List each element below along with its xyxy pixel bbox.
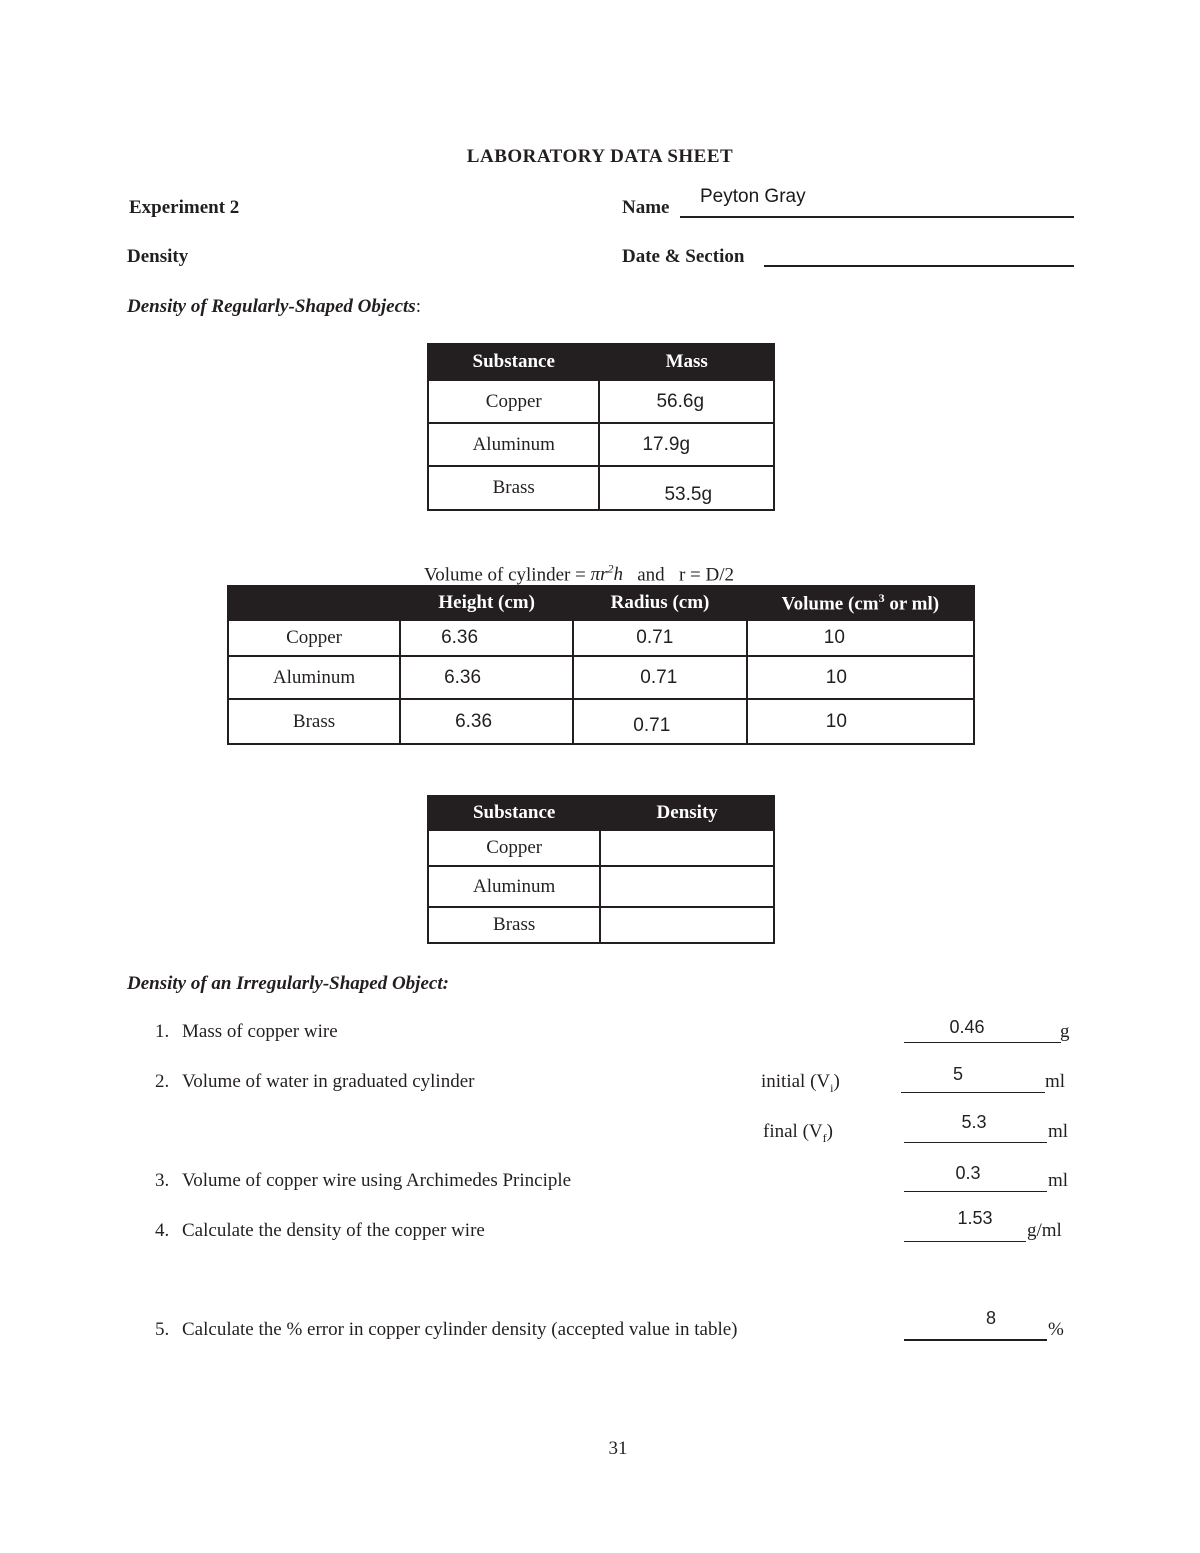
unit-label: g/ml <box>1027 1220 1062 1241</box>
answer-value[interactable]: 0.46 <box>949 1017 985 1037</box>
substance-cell: Copper <box>428 830 600 866</box>
date-section-underline <box>764 265 1074 267</box>
question-number: 1. <box>155 1021 170 1042</box>
substance-cell: Brass <box>428 907 600 943</box>
answer-line <box>904 1241 1026 1242</box>
substance-cell: Aluminum <box>228 656 400 699</box>
mass-cell[interactable]: 56.6g <box>599 380 774 423</box>
table-row <box>428 866 774 907</box>
answer-value[interactable]: 5.3 <box>961 1112 987 1132</box>
height-cell[interactable]: 6.36 <box>400 656 573 699</box>
date-section-label: Date & Section <box>622 246 745 267</box>
mass-cell[interactable]: 53.5g <box>599 466 774 510</box>
table-row <box>428 423 774 466</box>
answer-value[interactable]: 0.3 <box>955 1163 981 1183</box>
density-cell[interactable] <box>600 866 774 907</box>
unit-label: g <box>1060 1021 1070 1042</box>
substance-cell: Copper <box>228 620 400 656</box>
unit-label: ml <box>1045 1071 1066 1092</box>
question-text: Mass of copper wire <box>182 1021 338 1042</box>
volume-cell[interactable]: 10 <box>747 656 974 699</box>
volume-table-header-radius: Radius (cm) <box>573 586 746 620</box>
density-table-header-density: Density <box>600 796 774 830</box>
mass-table-header-mass: Mass <box>599 344 774 380</box>
answer-value[interactable]: 5 <box>952 1064 963 1084</box>
unit-label: ml <box>1048 1170 1069 1191</box>
name-underline <box>680 216 1074 218</box>
substance-cell: Brass <box>428 466 599 510</box>
question-number: 2. <box>155 1071 170 1092</box>
question-text: Volume of water in graduated cylinder <box>182 1071 475 1092</box>
question-number: 4. <box>155 1220 170 1241</box>
density-table <box>427 795 775 944</box>
table-row <box>228 656 974 699</box>
substance-cell: Copper <box>428 380 599 423</box>
final-volume-label: final $(V_f)$ <box>763 1121 833 1145</box>
height-cell[interactable]: 6.36 <box>400 620 573 656</box>
page-number: 31 <box>608 1438 628 1459</box>
substance-cell: Aluminum <box>428 423 599 466</box>
density-cell[interactable] <box>600 907 774 943</box>
height-cell[interactable]: 6.36 <box>400 699 573 744</box>
substance-cell: Aluminum <box>428 866 600 907</box>
mass-table <box>427 343 775 511</box>
answer-line <box>904 1042 1061 1043</box>
radius-cell[interactable]: 0.71 <box>573 620 746 656</box>
radius-cell[interactable]: 0.71 <box>573 699 746 744</box>
unit-label: ml <box>1048 1121 1069 1142</box>
question-text: Volume of copper wire using Archimedes Principle <box>182 1170 572 1191</box>
answer-line <box>904 1339 1047 1341</box>
table-row <box>228 699 974 744</box>
experiment-label: Experiment 2 <box>129 197 240 218</box>
table-row <box>428 907 774 943</box>
answer-line <box>904 1191 1047 1192</box>
unit-label: % <box>1048 1319 1064 1340</box>
table-row <box>428 466 774 510</box>
page-title: LABORATORY DATA SHEET <box>466 146 734 167</box>
regular-objects-heading: Density of Regularly-Shaped Objects: <box>127 296 421 317</box>
volume-formula: Volume of cylinder = $\pi r^2h$ and r = D/2 <box>424 562 734 586</box>
question-number: 5. <box>155 1319 170 1340</box>
volume-table-header-height: Height (cm) <box>400 586 573 620</box>
name-label: Name <box>622 197 670 218</box>
question-text: Calculate the % error in copper cylinder density (accepted value in table) <box>182 1319 738 1340</box>
density-table-header-substance: Substance <box>428 796 600 830</box>
volume-cell[interactable]: 10 <box>747 620 974 656</box>
mass-table-header-substance: Substance <box>428 344 599 380</box>
irregular-object-heading: Density of an Irregularly-Shaped Object: <box>127 973 449 994</box>
initial-volume-label: initial $(V_i)$ <box>761 1071 840 1095</box>
radius-cell[interactable]: 0.71 <box>573 656 746 699</box>
question-number: 3. <box>155 1170 170 1191</box>
density-cell[interactable] <box>600 830 774 866</box>
answer-line <box>904 1142 1047 1143</box>
answer-line <box>901 1092 1045 1093</box>
answer-value[interactable]: 1.53 <box>957 1208 993 1228</box>
volume-table-header-volume: Volume ($cm^3$ or ml) <box>747 586 974 620</box>
table-row <box>228 620 974 656</box>
name-value[interactable]: Peyton Gray <box>700 186 806 207</box>
volume-table <box>227 585 975 745</box>
table-row <box>428 380 774 423</box>
volume-table-header-blank <box>228 586 400 620</box>
topic-label: Density <box>127 246 189 267</box>
mass-cell[interactable]: 17.9g <box>599 423 774 466</box>
volume-cell[interactable]: 10 <box>747 699 974 744</box>
question-text: Calculate the density of the copper wire <box>182 1220 485 1241</box>
answer-value[interactable]: 8 <box>985 1308 996 1328</box>
table-row <box>428 830 774 866</box>
substance-cell: Brass <box>228 699 400 744</box>
